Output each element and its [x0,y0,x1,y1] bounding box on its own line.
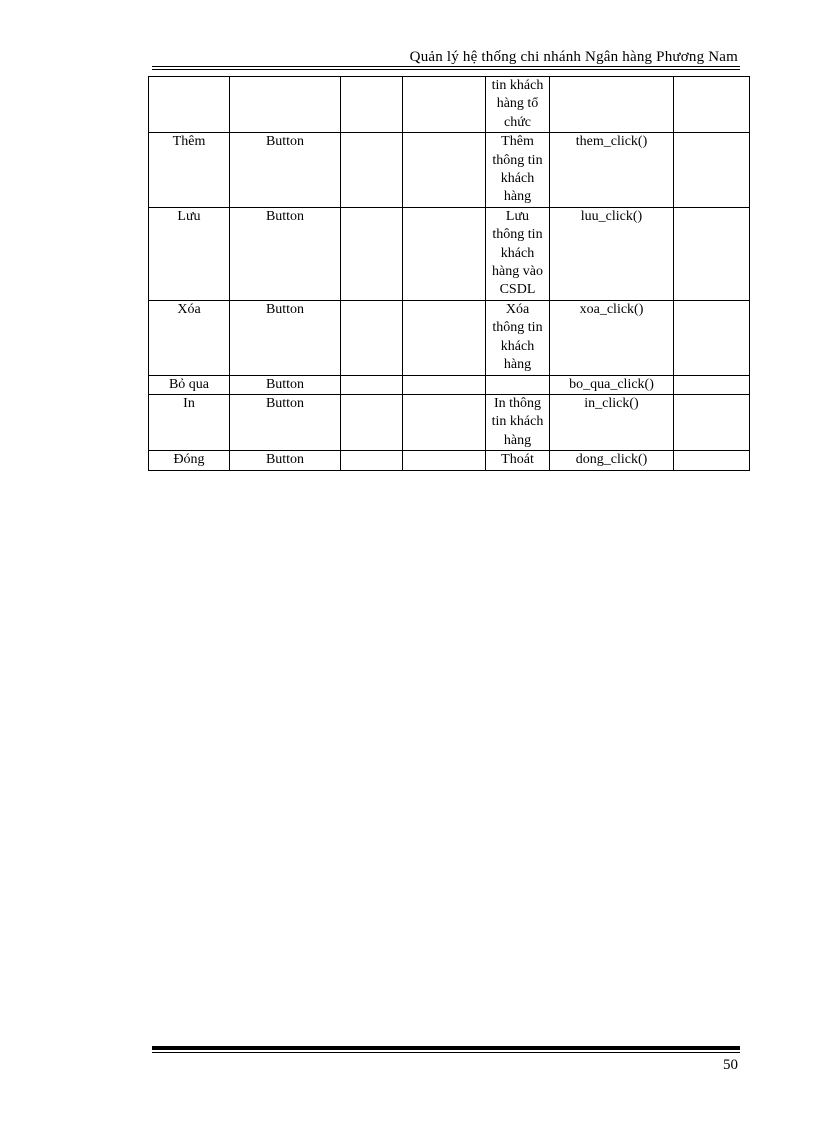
table-row [149,133,750,208]
cell-col3 [341,133,403,208]
cell-name: Bỏ qua [149,375,230,394]
cell-col3 [341,300,403,375]
cell-col7 [674,451,750,470]
cell-description: In thông tin khách hàng [486,394,550,450]
table-row [149,207,750,300]
cell-name [149,77,230,133]
table-row [149,451,750,470]
cell-name: In [149,394,230,450]
cell-event: in_click() [550,394,674,450]
cell-description: Thoát [486,451,550,470]
cell-col4 [403,375,486,394]
cell-name: Lưu [149,207,230,300]
cell-type: Button [230,375,341,394]
cell-event: bo_qua_click() [550,375,674,394]
cell-col7 [674,394,750,450]
cell-type: Button [230,300,341,375]
cell-col3 [341,207,403,300]
table-row [149,300,750,375]
header-rule-line [152,66,740,67]
cell-name: Đóng [149,451,230,470]
cell-col4 [403,394,486,450]
cell-col7 [674,207,750,300]
cell-event: xoa_click() [550,300,674,375]
cell-col3 [341,394,403,450]
control-spec-table-body [149,77,750,471]
cell-event: dong_click() [550,451,674,470]
cell-type [230,77,341,133]
table-row [149,394,750,450]
cell-col3 [341,375,403,394]
table-row [149,77,750,133]
cell-col3 [341,77,403,133]
cell-col3 [341,451,403,470]
cell-col4 [403,207,486,300]
cell-event: luu_click() [550,207,674,300]
cell-col4 [403,133,486,208]
cell-name: Thêm [149,133,230,208]
cell-event [550,77,674,133]
table-row [149,375,750,394]
header-rule [152,66,740,71]
cell-description: tin khách hàng tổ chức [486,77,550,133]
cell-event: them_click() [550,133,674,208]
cell-col4 [403,451,486,470]
cell-col7 [674,77,750,133]
cell-type: Button [230,451,341,470]
cell-col7 [674,375,750,394]
cell-col7 [674,133,750,208]
cell-type: Button [230,394,341,450]
cell-type: Button [230,133,341,208]
cell-col7 [674,300,750,375]
cell-description: Thêm thông tin khách hàng [486,133,550,208]
cell-description [486,375,550,394]
cell-type: Button [230,207,341,300]
footer-rule-thin-line [152,1052,740,1053]
cell-col4 [403,77,486,133]
footer-rule [152,1046,740,1056]
control-spec-table [148,76,750,471]
cell-description: Lưu thông tin khách hàng vào CSDL [486,207,550,300]
footer-rule-thick-line [152,1046,740,1050]
cell-description: Xóa thông tin khách hàng [486,300,550,375]
running-header-title: Quản lý hệ thống chi nhánh Ngân hàng Phương Nam [409,49,738,65]
cell-col4 [403,300,486,375]
page-number: 50 [723,1057,738,1073]
cell-name: Xóa [149,300,230,375]
header-rule-line [152,69,740,70]
